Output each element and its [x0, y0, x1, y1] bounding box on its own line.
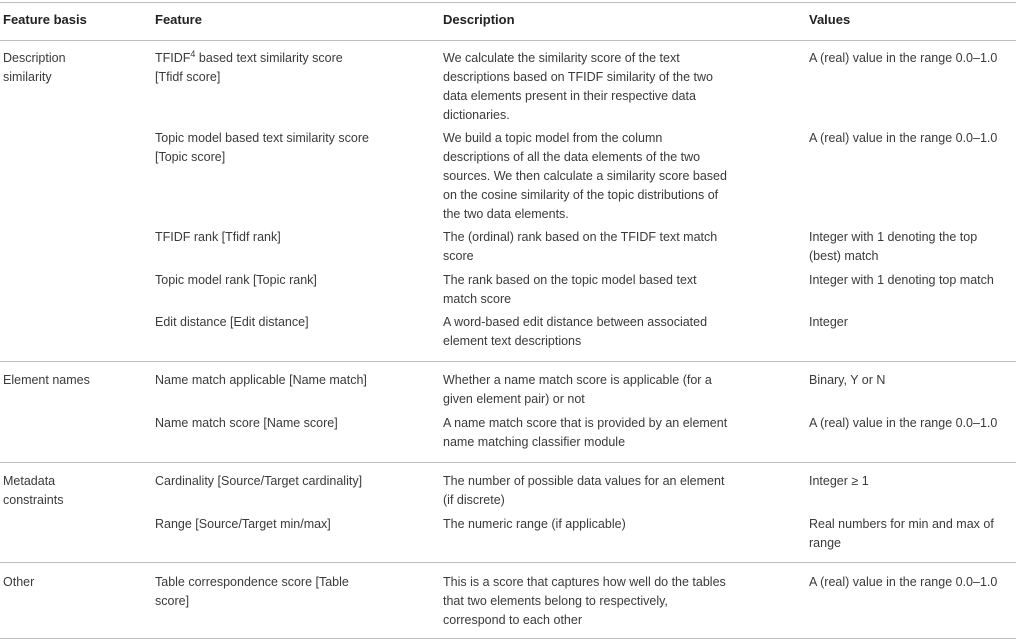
feature-line: Range [Source/Target min/max] [155, 517, 331, 531]
description-line: Whether a name match score is applicable (for a [443, 373, 712, 387]
description-line: the two data elements. [443, 207, 569, 221]
header-rule [0, 40, 1016, 41]
values-line: A (real) value in the range 0.0–1.0 [809, 416, 998, 430]
values-cell [809, 49, 997, 68]
basis-line: similarity [3, 70, 52, 84]
feature-cell [155, 313, 309, 332]
description-line: The number of possible data values for an element [443, 474, 725, 488]
description-line: The rank based on the topic model based text [443, 273, 697, 287]
values-cell [809, 313, 848, 332]
basis-line: constraints [3, 493, 64, 507]
description-line: match score [443, 292, 512, 306]
values-line: A (real) value in the range 0.0–1.0 [809, 131, 998, 145]
values-cell [809, 271, 994, 290]
feature-cell [155, 515, 331, 534]
values-line: A (real) value in the range 0.0–1.0 [809, 575, 998, 589]
table-top-rule [0, 2, 1016, 3]
section-rule [0, 562, 1016, 563]
description-cell [443, 371, 712, 409]
feature-cell [155, 49, 343, 87]
description-line: name matching classifier module [443, 435, 626, 449]
description-cell [443, 414, 727, 452]
basis-line: Other [3, 575, 35, 589]
description-line: element text descriptions [443, 334, 582, 348]
feature-cell [155, 129, 369, 167]
description-line: that two elements belong to respectively, [443, 594, 668, 608]
values-line: Integer ≥ 1 [809, 474, 869, 488]
values-line: Integer with 1 denoting top match [809, 273, 994, 287]
values-cell [809, 573, 997, 592]
description-line: We calculate the similarity score of the text [443, 51, 680, 65]
feature-line [155, 49, 343, 68]
values-line: Binary, Y or N [809, 373, 886, 387]
values-cell [809, 228, 977, 266]
header-values: Values [809, 12, 851, 27]
values-line: Real numbers for min and max of [809, 517, 994, 531]
description-line: score [443, 249, 474, 263]
table-bottom-rule [0, 638, 1016, 639]
description-line: descriptions of all the data elements of the two [443, 150, 701, 164]
description-cell [443, 573, 726, 630]
feature-cell [155, 472, 362, 491]
basis-line: Description [3, 51, 66, 65]
description-cell [443, 313, 707, 351]
description-line: descriptions based on TFIDF similarity of the two [443, 70, 714, 84]
values-line: A (real) value in the range 0.0–1.0 [809, 51, 998, 65]
feature-line: Topic model based text similarity score [155, 131, 369, 145]
feature-cell [155, 228, 281, 247]
feature-basis-cell [3, 573, 34, 592]
description-line: The numeric range (if applicable) [443, 517, 626, 531]
feature-cell [155, 414, 338, 433]
values-line: Integer with 1 denoting the top [809, 230, 978, 244]
description-cell [443, 49, 713, 125]
basis-line: Metadata [3, 474, 56, 488]
values-line: Integer [809, 315, 848, 329]
values-cell [809, 129, 997, 148]
header-feature-basis: Feature basis [3, 12, 87, 27]
values-cell [809, 472, 869, 491]
description-cell [443, 228, 717, 266]
feature-basis-cell [3, 472, 63, 510]
description-line: A word-based edit distance between associated [443, 315, 708, 329]
description-line: dictionaries. [443, 108, 510, 122]
feature-line: [Topic score] [155, 150, 226, 164]
feature-cell [155, 371, 367, 390]
feature-text: based text similarity score [195, 51, 343, 65]
description-line: The (ordinal) rank based on the TFIDF text match [443, 230, 718, 244]
description-line: This is a score that captures how well do the tables [443, 575, 726, 589]
feature-line: Table correspondence score [Table [155, 575, 349, 589]
feature-line: [Tfidf score] [155, 70, 221, 84]
feature-line: Name match applicable [Name match] [155, 373, 367, 387]
feature-basis-cell [3, 49, 66, 87]
description-line: (if discrete) [443, 493, 505, 507]
description-line: on the cosine similarity of the topic distributions of [443, 188, 719, 202]
description-line: given element pair) or not [443, 392, 585, 406]
feature-line: TFIDF rank [Tfidf rank] [155, 230, 281, 244]
section-rule [0, 361, 1016, 362]
feature-line: Topic model rank [Topic rank] [155, 273, 317, 287]
feature-cell [155, 271, 317, 290]
feature-line: Cardinality [Source/Target cardinality] [155, 474, 363, 488]
feature-line: Name match score [Name score] [155, 416, 338, 430]
feature-cell [155, 573, 349, 611]
feature-text: TFIDF [155, 51, 191, 65]
footnote-marker: 4 [190, 48, 196, 59]
values-line: range [809, 536, 841, 550]
values-line: (best) match [809, 249, 879, 263]
section-rule [0, 462, 1016, 463]
description-cell [443, 271, 697, 309]
values-cell [809, 371, 885, 390]
header-description: Description [443, 12, 515, 27]
description-line: data elements present in their respective data [443, 89, 696, 103]
feature-basis-cell [3, 371, 90, 390]
description-cell [443, 515, 626, 534]
header-feature: Feature [155, 12, 202, 27]
description-cell [443, 472, 724, 510]
feature-line: Edit distance [Edit distance] [155, 315, 309, 329]
description-line: correspond to each other [443, 613, 582, 627]
description-cell [443, 129, 727, 224]
description-line: sources. We then calculate a similarity score based [443, 169, 727, 183]
description-line: A name match score that is provided by an element [443, 416, 728, 430]
values-cell [809, 515, 994, 553]
values-cell [809, 414, 997, 433]
feature-line: score] [155, 594, 190, 608]
basis-line: Element names [3, 373, 90, 387]
description-line: We build a topic model from the column [443, 131, 663, 145]
